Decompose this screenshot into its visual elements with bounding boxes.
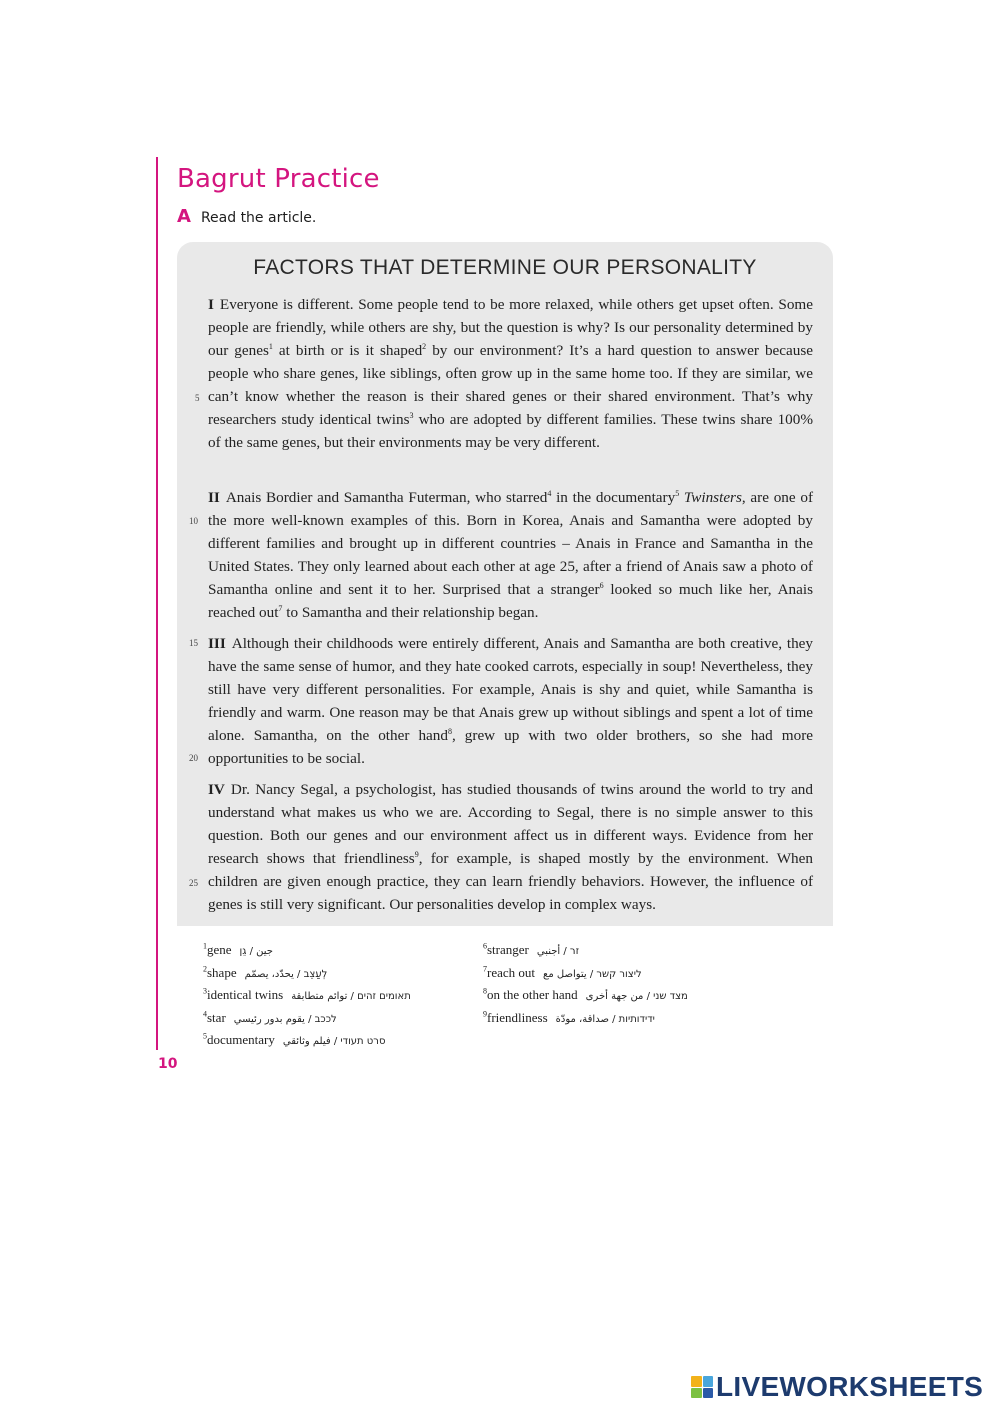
paragraph-1 <box>208 293 813 454</box>
instruction-letter: A <box>177 206 191 227</box>
paragraph-numeral: III <box>208 635 226 652</box>
article-title: FACTORS THAT DETERMINE OUR PERSONALITY <box>253 256 757 279</box>
line-number: 10 <box>189 516 198 526</box>
paragraph-numeral: IV <box>208 781 225 798</box>
glossary-item: $^8$on the other hand מצד שני / من جهة أخرى <box>483 986 688 1002</box>
glossary-item: $^3$identical twins תאומים זהים / توائم متطابقة <box>203 986 411 1002</box>
line-number: 5 <box>195 393 200 403</box>
glossary-item: $^7$reach out ליצור קשר / يتواصل مع <box>483 964 642 980</box>
paragraph-text: Although their childhoods were entirely different, Anais and Samantha are both creative, they have the same sense of humor, and they hate cooked carrots, especially in soup! Nevertheless, they still have very different personalities. For example, Anais is shy and quiet, while Samantha is friendly and warm. One reason may be that Anais grew up without siblings and spent a lot of time alone. Samantha, on the other hand$^8$, grew up with two older brothers, so she had more opportunities to be social. <box>208 635 813 767</box>
glossary-item: $^5$documentary סרט תעודי / فيلم وثائقي <box>203 1031 386 1047</box>
paragraph-text: Everyone is different. Some people tend to be more relaxed, while others get upset often. Some people are friendly, while others are shy, but the question is why? Is our personality determined by our genes$^1$ at birth or is it shaped$^2$ by our environment? It’s a hard question to answer because people who share genes, like siblings, often grow up in the same home too. If they are similar, we can’t know whether the reason is their shared genes or their shared environment. That’s why researchers study identical twins$^3$ who are adopted by different families. These twins share 100% of the same genes, but their environments may be very different. <box>208 296 814 451</box>
glossary-item: $^9$friendliness ידידותיות / صداقة، مودّة <box>483 1009 655 1025</box>
logo-text: LIVEWORKSHEETS <box>716 1371 984 1402</box>
paragraph-numeral: I <box>208 296 214 313</box>
glossary-item: $^4$star לככב / يقوم بدور رئيسي <box>203 1009 337 1025</box>
paragraph-text: Anais Bordier and Samantha Futerman, who starred$^4$ in the documentary$^5$ Twinsters, are one of the more well-known examples of this. Born in Korea, Anais and Samantha were adopted by different families and brought up in different countries – Anais in France and Samantha in the United States. They only learned about each other at age 25, after a friend of Anais saw a photo of Samantha online and sent it to her. Surprised that a stranger$^6$ looked so much like her, Anais reached out$^7$ to Samantha and their relationship began. <box>208 488 814 621</box>
line-number: 25 <box>189 878 198 888</box>
instruction-text: Read the article. <box>200 210 317 226</box>
article-box <box>177 242 833 926</box>
glossary-left <box>203 940 411 1053</box>
section-heading: Bagrut Practice <box>177 164 380 194</box>
line-number: 15 <box>189 638 198 648</box>
paragraph-3 <box>208 632 813 770</box>
paragraph-4 <box>208 778 813 916</box>
page-number: 10 <box>158 1056 178 1072</box>
glossary-right <box>483 940 688 1030</box>
glossary-item: $^1$gene جين / גֵן <box>203 941 273 957</box>
instruction <box>177 206 316 227</box>
paragraph-2 <box>208 486 813 624</box>
glossary-item: $^2$shape לְעַצֵב / يحدّد، يصمّم <box>203 964 328 980</box>
liveworksheets-logo <box>691 1371 983 1403</box>
paragraph-numeral: II <box>208 489 220 506</box>
margin-rule <box>156 157 158 1050</box>
paragraph-text: Dr. Nancy Segal, a psychologist, has studied thousands of twins around the world to try and understand what makes us who we are. According to Segal, there is no simple answer to this question. Both our genes and our environment affect us in different ways. Evidence from her research shows that friendliness$^9$, for example, is shaped mostly by the environment. When children are given enough practice, they can learn friendly behaviors. However, the influence of genes is still very significant. Our personalities develop in complex ways. <box>208 781 813 913</box>
logo-icon <box>691 1376 713 1398</box>
line-number: 20 <box>189 753 198 763</box>
glossary-item: $^6$stranger זר / أجنبي <box>483 941 580 957</box>
